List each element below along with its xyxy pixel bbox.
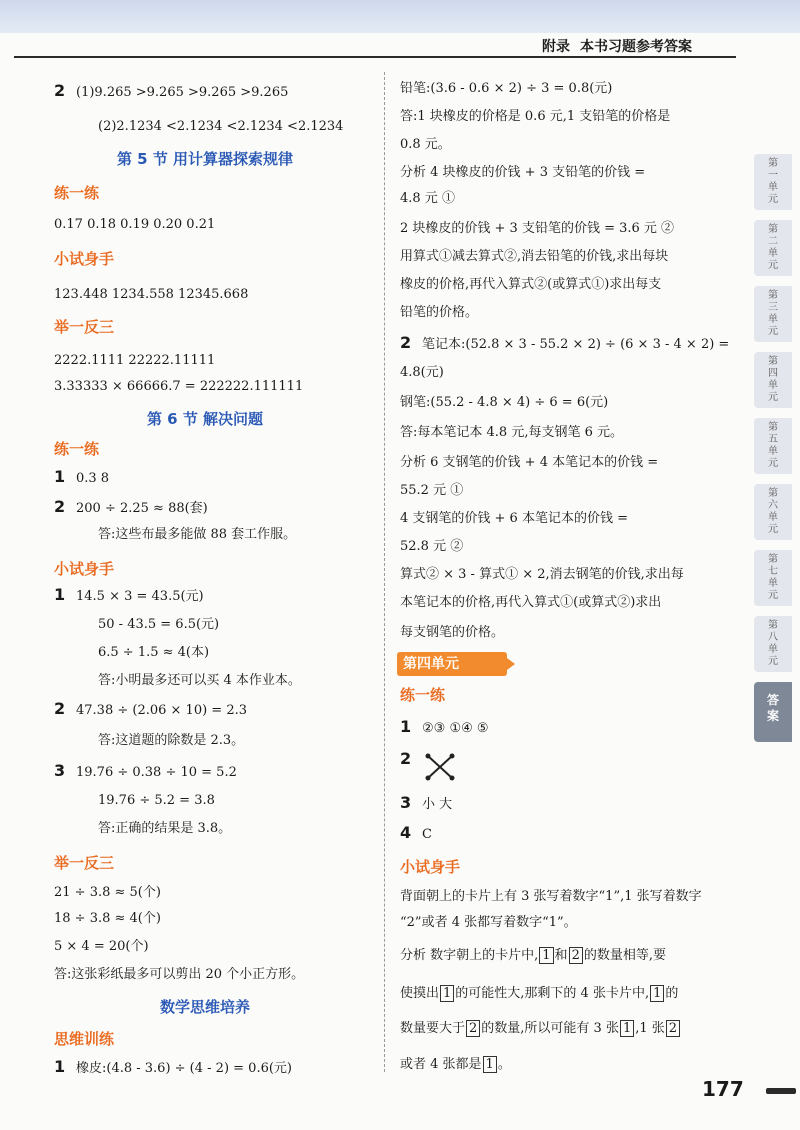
left-line — [54, 352, 215, 370]
lesson-title: 第 6 节 解决问题 — [146, 410, 264, 428]
top-banner — [0, 0, 800, 33]
answer-text: 19.76 ÷ 0.38 ÷ 10 = 5.2 — [76, 765, 237, 780]
left-line — [98, 616, 219, 634]
header-rule — [14, 56, 736, 58]
left-line — [54, 1057, 293, 1078]
section-heading: 练一练 — [54, 440, 100, 458]
left-line — [54, 938, 149, 956]
right-line — [400, 482, 463, 500]
left-line — [54, 184, 99, 204]
section-heading: 举一反三 — [54, 854, 115, 872]
answer-text: 14.5 × 3 = 43.5(元) — [76, 589, 204, 604]
answer-text: 铅笔的价格。 — [400, 305, 479, 320]
right-line — [400, 190, 455, 208]
answer-text: 4 支钢笔的价钱 + 6 本笔记本的价钱 = — [400, 511, 628, 526]
answer-text: 答:这道题的除数是 2.3。 — [98, 733, 245, 748]
answer-text: 47.38 ÷ (2.06 × 10) = 2.3 — [76, 703, 247, 718]
right-line — [400, 108, 670, 126]
question-number: 2 — [54, 497, 66, 516]
left-line — [54, 286, 248, 304]
question-number: 3 — [54, 761, 66, 780]
boxed-digit: 2 — [466, 1020, 480, 1037]
answer-text: 本笔记本的价格,再代入算式①(或算式②)求出 — [400, 595, 662, 610]
boxed-digit: 1 — [650, 985, 664, 1002]
right-line — [400, 858, 460, 878]
right-line — [400, 538, 463, 556]
left-line — [40, 410, 370, 430]
right-line — [400, 686, 445, 706]
boxed-digit: 1 — [620, 1020, 634, 1037]
page-number: 177 — [702, 1077, 744, 1101]
section-heading: 思维训练 — [54, 1030, 115, 1048]
header-appendix: 附录 — [542, 39, 570, 55]
answer-text: 答:每本笔记本 4.8 元,每支钢笔 6 元。 — [400, 425, 623, 440]
unit-tab[interactable]: 第二单元 — [754, 220, 792, 276]
unit-tab[interactable]: 答案 — [754, 682, 792, 742]
left-line — [40, 150, 370, 170]
answer-text: 铅笔:(3.6 - 0.6 × 2) ÷ 3 = 0.8(元) — [400, 81, 613, 96]
unit-tab[interactable]: 第三单元 — [754, 286, 792, 342]
left-line — [98, 732, 244, 750]
right-line — [400, 164, 645, 182]
answer-text: C — [422, 827, 432, 842]
left-line — [54, 440, 99, 460]
right-line — [400, 394, 608, 412]
unit-tab[interactable]: 第六单元 — [754, 484, 792, 540]
lesson-title: 第 5 节 用计算器探索规律 — [116, 150, 294, 168]
left-line — [54, 467, 110, 488]
left-line — [54, 884, 161, 902]
analysis-text: 的 — [665, 986, 679, 1001]
analysis-text: 数量要大于 — [400, 1021, 466, 1036]
page-number-bar — [766, 1088, 796, 1094]
unit-tab[interactable]: 第五单元 — [754, 418, 792, 474]
left-line — [98, 792, 215, 810]
analysis-text: 分析 数字朝上的卡片中, — [400, 948, 539, 963]
analysis-text: 的可能性大,那剩下的 4 张卡片中, — [455, 986, 650, 1001]
right-line — [400, 276, 661, 294]
question-number: 3 — [400, 793, 412, 812]
answer-text: 分析 4 块橡皮的价钱 + 3 支铅笔的价钱 = — [400, 165, 646, 180]
answer-text: 3.33333 × 66666.7 = 222222.111111 — [54, 379, 304, 394]
right-line — [400, 364, 444, 382]
left-line — [98, 672, 301, 690]
question-number: 1 — [54, 585, 66, 604]
left-line — [54, 761, 237, 782]
answer-text: 2 块橡皮的价钱 + 3 支铅笔的价钱 = 3.6 元 ② — [400, 221, 675, 236]
right-line — [400, 793, 453, 814]
unit-tab[interactable]: 第七单元 — [754, 550, 792, 606]
answer-text: 小 大 — [422, 797, 453, 812]
unit-tab[interactable]: 第一单元 — [754, 154, 792, 210]
answer-text: (1)9.265 >9.265 >9.265 >9.265 — [76, 85, 289, 100]
right-line — [400, 248, 668, 266]
answer-text: 5 × 4 = 20(个) — [54, 939, 149, 954]
right-line — [400, 888, 702, 906]
answer-text: “2”或者 4 张都写着数字“1”。 — [400, 915, 577, 930]
right-line — [400, 594, 661, 612]
boxed-digit: 1 — [483, 1056, 497, 1073]
answer-text: 分析 6 支钢笔的价钱 + 4 本笔记本的价钱 = — [400, 455, 659, 470]
answer-text: 橡皮的价格,再代入算式②(或算式①)求出每支 — [400, 277, 662, 292]
left-line — [54, 966, 304, 984]
right-line — [400, 717, 489, 738]
answer-text: 答:正确的结果是 3.8。 — [98, 821, 232, 836]
left-line — [54, 910, 161, 928]
left-line — [54, 699, 247, 720]
left-line — [98, 644, 209, 662]
question-number: 1 — [400, 717, 412, 736]
right-line — [400, 220, 674, 238]
answer-text: 4.8(元) — [400, 365, 444, 380]
answer-text: 算式② × 3 - 算式① × 2,消去钢笔的价钱,求出每 — [400, 567, 684, 582]
right-line — [400, 914, 577, 932]
answer-text: 50 - 43.5 = 6.5(元) — [98, 617, 220, 632]
answer-text: 200 ÷ 2.25 ≈ 88(套) — [76, 501, 208, 516]
header-book-answers: 本书习题参考答案 — [580, 39, 692, 55]
answer-text: (2)2.1234 <2.1234 <2.1234 <2.1234 — [98, 119, 344, 134]
answer-text: 答:这些布最多能做 88 套工作服。 — [98, 527, 297, 542]
analysis-text: 的数量,所以可能有 3 张 — [481, 1021, 619, 1036]
left-line — [54, 560, 114, 580]
lesson-title: 数学思维培养 — [159, 998, 250, 1016]
left-line — [54, 81, 289, 102]
column-divider — [384, 72, 385, 1072]
answer-text: 123.448 1234.558 12345.668 — [54, 287, 249, 302]
boxed-digit: 2 — [569, 947, 583, 964]
left-line — [40, 998, 370, 1018]
right-line — [400, 80, 612, 98]
left-line — [54, 854, 114, 874]
answer-text: 答:1 块橡皮的价格是 0.6 元,1 支铅笔的价格是 — [400, 109, 671, 124]
right-line — [400, 454, 658, 472]
section-heading: 举一反三 — [54, 318, 115, 336]
answer-text: 52.8 元 ② — [400, 539, 464, 554]
page-header — [542, 36, 702, 56]
boxed-digit: 1 — [539, 947, 553, 964]
answer-text: 每支钢笔的价格。 — [400, 625, 505, 640]
answer-text: 0.17 0.18 0.19 0.20 0.21 — [54, 217, 216, 232]
answer-text: 18 ÷ 3.8 ≈ 4(个) — [54, 911, 161, 926]
left-line — [98, 118, 343, 136]
analysis-line — [400, 947, 666, 965]
answer-text: 背面朝上的卡片上有 3 张写着数字“1”,1 张写着数字 — [400, 889, 702, 904]
right-line — [400, 624, 504, 642]
analysis-text: 和 — [554, 948, 568, 963]
right-line — [400, 424, 623, 442]
unit-tab[interactable]: 第四单元 — [754, 352, 792, 408]
answer-text: 6.5 ÷ 1.5 ≈ 4(本) — [98, 645, 210, 660]
answer-text: 答:这张彩纸最多可以剪出 20 个小正方形。 — [54, 967, 305, 982]
right-line — [400, 304, 478, 322]
analysis-text: ,1 张 — [635, 1021, 665, 1036]
analysis-text: 使摸出 — [400, 986, 440, 1001]
section-heading: 小试身手 — [54, 560, 115, 578]
left-line — [98, 526, 296, 544]
answer-text: 用算式①减去算式②,消去铅笔的价钱,求出每块 — [400, 249, 669, 264]
unit-tab[interactable]: 第八单元 — [754, 616, 792, 672]
question-number: 4 — [400, 823, 412, 842]
answer-text: 21 ÷ 3.8 ≈ 5(个) — [54, 885, 161, 900]
section-heading: 练一练 — [400, 686, 446, 704]
question-number: 1 — [54, 467, 66, 486]
answer-text: 笔记本:(52.8 × 3 - 55.2 × 2) ÷ (6 × 3 - 4 × 2) = — [422, 337, 730, 352]
analysis-text: 。 — [497, 1057, 511, 1072]
right-line — [400, 510, 628, 528]
left-line — [54, 216, 215, 234]
right-line — [400, 566, 684, 584]
answer-text: 钢笔:(55.2 - 4.8 × 4) ÷ 6 = 6(元) — [400, 395, 609, 410]
boxed-digit: 2 — [666, 1020, 680, 1037]
answer-text: ②③ ①④ ⑤ — [422, 721, 489, 736]
left-line — [54, 497, 208, 518]
right-line — [400, 333, 730, 354]
unit-4-badge: 第四单元 — [397, 652, 507, 676]
answer-text: 2222.1111 22222.11111 — [54, 353, 216, 368]
question-number: 2 — [54, 81, 66, 100]
analysis-line — [400, 985, 678, 1003]
answer-text: 55.2 元 ① — [400, 483, 464, 498]
answer-text: 4.8 元 ① — [400, 191, 455, 206]
analysis-line — [400, 1056, 511, 1074]
answer-text: 0.8 元。 — [400, 137, 451, 152]
left-line — [54, 250, 114, 270]
section-heading: 练一练 — [54, 184, 100, 202]
boxed-digit: 1 — [440, 985, 454, 1002]
left-line — [54, 378, 303, 396]
section-heading: 小试身手 — [54, 250, 115, 268]
analysis-line — [400, 1020, 681, 1038]
right-line — [400, 136, 451, 154]
right-line — [400, 823, 432, 844]
answer-text: 橡皮:(4.8 - 3.6) ÷ (4 - 2) = 0.6(元) — [76, 1061, 293, 1076]
answer-text: 19.76 ÷ 5.2 = 3.8 — [98, 793, 215, 808]
analysis-text: 的数量相等,要 — [583, 948, 666, 963]
left-line — [54, 585, 204, 606]
left-line — [54, 1030, 114, 1050]
left-line — [98, 820, 231, 838]
question-number: 1 — [54, 1057, 66, 1076]
matching-cross-icon — [424, 752, 456, 782]
answer-text: 0.3 8 — [76, 471, 110, 486]
question-number: 2 — [400, 333, 412, 352]
question-number: 2 — [54, 699, 66, 718]
analysis-text: 或者 4 张都是 — [400, 1057, 482, 1072]
answer-text: 答:小明最多还可以买 4 本作业本。 — [98, 673, 301, 688]
left-line — [54, 318, 114, 338]
section-heading: 小试身手 — [400, 858, 461, 876]
question-number: 2 — [400, 749, 412, 768]
